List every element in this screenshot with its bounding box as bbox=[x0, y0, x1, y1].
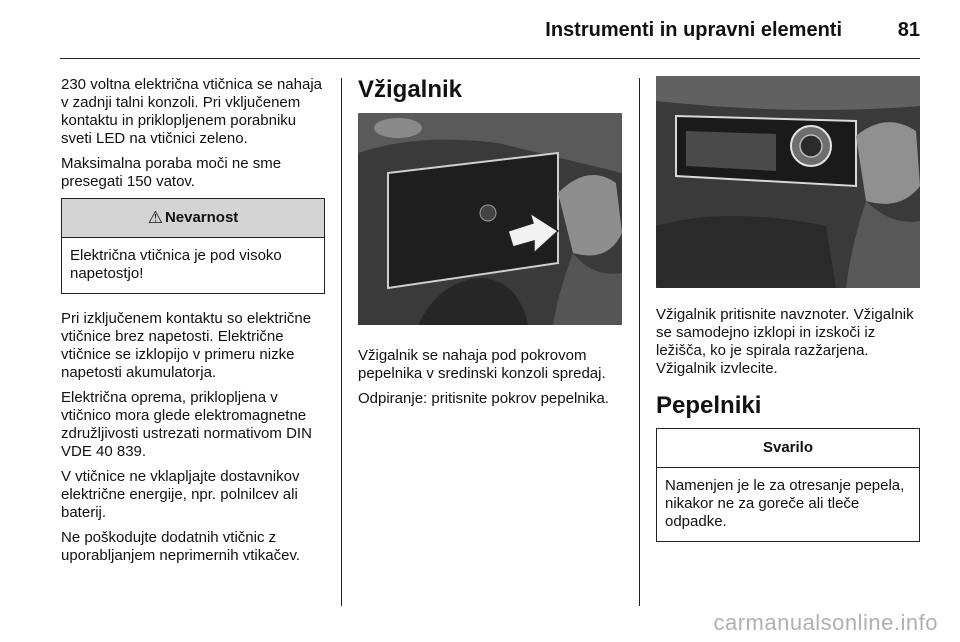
section-title: Instrumenti in upravni elementi bbox=[545, 19, 842, 41]
paragraph: Odpiranje: pritisnite pokrov pepelnika. bbox=[358, 390, 609, 407]
warning-icon: ⚠ bbox=[147, 208, 163, 227]
caution-text: Namenjen je le za otresanje pepela, nikakor ne za goreče ali tleče odpadke. bbox=[665, 477, 905, 530]
paragraph: Pri izklјučenem kontaktu so električne vtičnice brez napetosti. Električne vtičnice se izklopijo v primeru nizke napetosti akumulatorja. bbox=[61, 310, 312, 381]
paragraph: Vžigalnik pritisnite navznoter. Vžigalnik se samodejno izklopi in izskoči iz ležišča, ko je spirala razžarjena. Vžigalnik izvlecite. bbox=[656, 306, 914, 377]
warning-header bbox=[62, 199, 324, 238]
paragraph: V vtičnice ne vklapljajte dostavnikov električne energije, npr. polnilcev ali baterij. bbox=[61, 468, 300, 521]
caution-title: Svarilo bbox=[762, 439, 814, 456]
section-heading: Vžigalnik bbox=[358, 76, 463, 103]
warning-text: Električna vtičnica je pod visoko napetostjo! bbox=[70, 247, 282, 282]
caution-box bbox=[656, 428, 920, 542]
ashtray-cover-illustration bbox=[358, 113, 622, 325]
warning-box bbox=[61, 198, 325, 294]
section-heading: Pepelniki bbox=[656, 392, 762, 419]
caution-header bbox=[657, 429, 919, 468]
watermark: carmanualsonline.info bbox=[713, 610, 938, 635]
column-divider bbox=[639, 78, 640, 606]
paragraph: Maksimalna poraba moči ne sme presegati 150 vatov. bbox=[61, 155, 282, 190]
paragraph: 230 voltna električna vtičnica se nahaja v zadnji talni konzoli. Pri vključenem kontaktu in priklopljenem porabniku sveti LED na vtičnici zeleno. bbox=[61, 76, 322, 147]
column-divider bbox=[341, 78, 342, 606]
column-left bbox=[61, 76, 325, 572]
paragraph: Vžigalnik se nahaja pod pokrovom pepelnika v sredinski konzoli spredaj. bbox=[358, 347, 606, 382]
paragraph: Ne poškodujte dodatnih vtičnic z uporabljanjem neprimernih vtikačev. bbox=[61, 529, 301, 564]
warning-title: Nevarnost bbox=[164, 209, 239, 226]
cigarette-lighter-illustration bbox=[656, 76, 920, 288]
page-header bbox=[0, 0, 960, 60]
paragraph: Električna oprema, priklopljena v vtičnico mora glede elektromagnetne združljivosti ustrezati normativom DIN VDE 40 839. bbox=[61, 389, 312, 460]
header-divider bbox=[60, 58, 920, 59]
page-number: 81 bbox=[897, 19, 920, 41]
column-right bbox=[656, 76, 920, 558]
column-middle bbox=[358, 76, 622, 415]
